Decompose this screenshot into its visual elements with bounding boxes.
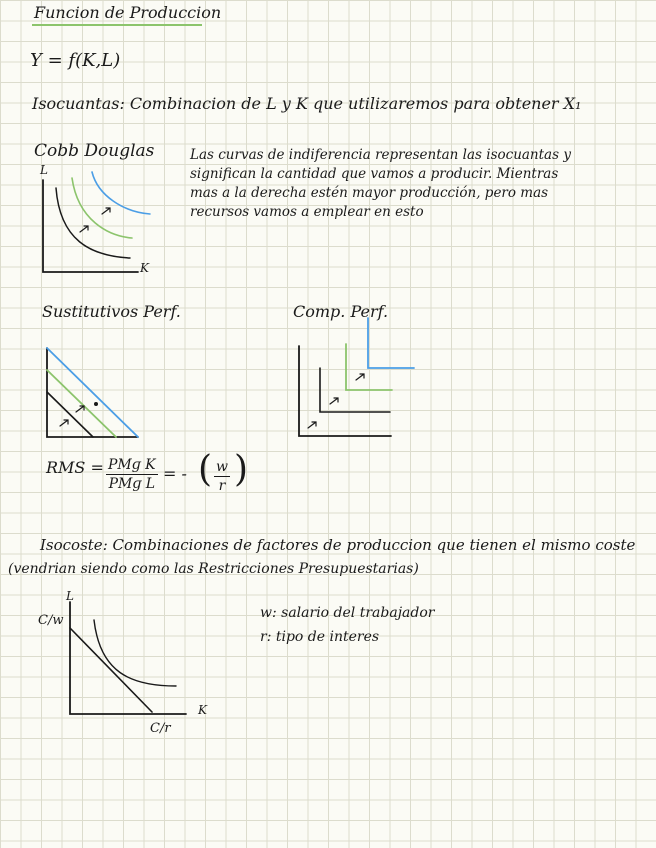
isoquants-definition: Isocuantas: Combinacion de L y K que utilizaremos para obtener X₁ [32,94,582,113]
isocost-definition: Isocoste: Combinaciones de factores de produccion que tienen el mismo coste [40,536,636,554]
isocost-graph [70,602,186,714]
rms-r: r [218,478,226,494]
isocost-y-intercept: C/w [38,613,64,628]
rms-paren-open: ( [198,449,213,490]
arrow-icon [356,374,364,380]
arrow-icon [308,422,316,428]
rms-numerator: PMɡ K [108,457,156,473]
page-title: Funcion de Produccion [34,3,222,22]
description-line: Las curvas de indiferencia representan las isocuantas y [190,147,571,163]
dot-mark [94,402,98,406]
arrow-icon [330,398,338,404]
description-line: significan la cantidad que vamos a producir. Mientras [190,166,559,182]
isocost-axis-x-label: K [198,703,207,717]
complements-graph [299,318,414,436]
cobb-douglas-graph [43,172,150,275]
cobb-axis-x-label: K [140,261,149,275]
arrow-icon [102,208,110,214]
isoquant-low [56,188,130,258]
isocost-line [70,628,152,712]
complement-l-mid [346,344,392,390]
isocost-axes [70,602,186,714]
rms-label: RMS = [46,458,104,477]
cobb-axis-y-label: L [40,163,48,177]
isocost-axis-y-label: L [66,589,74,603]
isoquant-curve [94,620,176,686]
arrow-icon [60,420,68,426]
arrow-icon [76,406,84,412]
rms-w: w [216,459,228,475]
isoquant-high [92,172,150,214]
complements-title: Comp. Perf. [293,302,389,321]
cobb-douglas-title: Cobb Douglas [34,141,155,161]
description-line: mas a la derecha estén mayor producción, pero mas [190,185,549,201]
substitute-line-low [47,392,93,437]
arrow-icon [80,226,88,232]
description-line: recursos vamos a emplear en esto [190,204,424,220]
complement-l-high [368,318,414,368]
substitutes-graph [47,348,138,437]
substitutes-title: Sustitutivos Perf. [42,302,181,321]
rms-paren-close: ) [234,449,249,490]
isocost-x-intercept: C/r [150,721,171,736]
rms-equals-minus: = - [163,464,187,483]
isoquant-mid [72,178,132,238]
substitute-line-high [47,348,138,437]
isocost-note: (vendrian siendo como las Restricciones Presupuestarias) [8,561,419,577]
production-function-equation: Y = f(K,L) [30,50,121,71]
rms-denominator: PMɡ L [108,476,156,492]
substitute-line-mid [47,370,116,437]
legend-r: r: tipo de interes [260,629,380,645]
legend-w: w: salario del trabajador [260,605,435,621]
